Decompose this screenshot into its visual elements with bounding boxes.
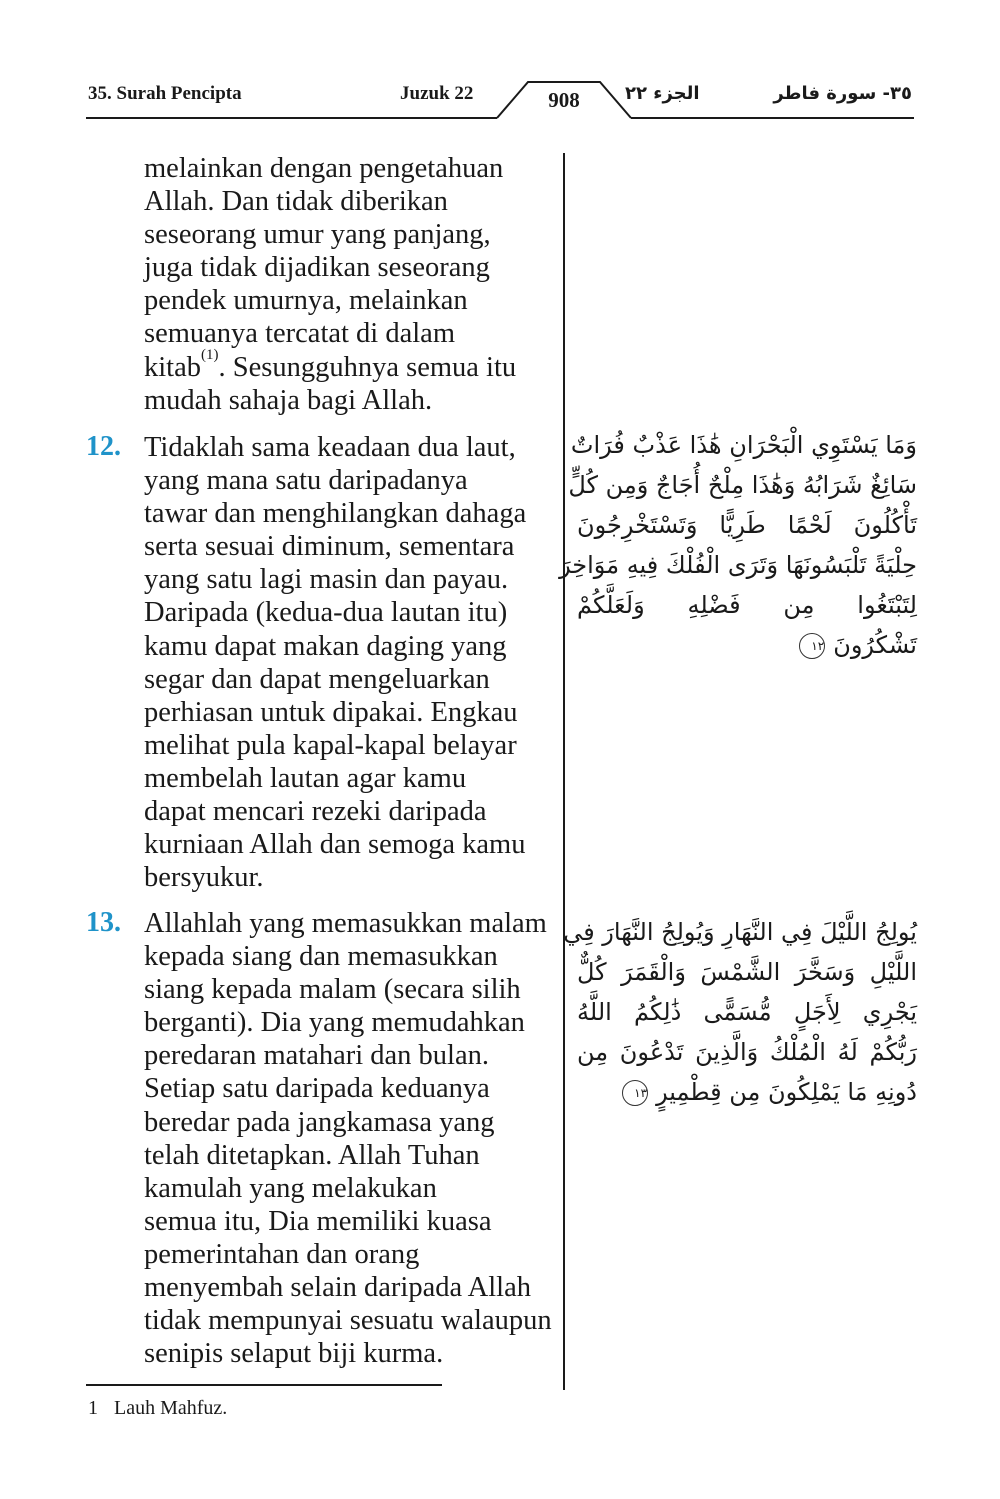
translation-line: bersyukur.: [144, 862, 264, 894]
translation-line: siang kepada malam (secara silih: [144, 974, 521, 1006]
arabic-line: رَبُّكُمْ لَهُ الْمُلْكُ وَالَّذِينَ تَدْعُونَ مِن: [577, 1038, 917, 1066]
translation-line: berganti). Dia yang memudahkan: [144, 1007, 525, 1039]
footnote-number: 1: [88, 1397, 98, 1419]
page-number: 908: [548, 88, 580, 112]
translation-line-with-footnote: [144, 346, 560, 384]
arabic-line: سَائِغٌ شَرَابُهُ وَهَٰذَا مِلْحٌ أُجَاجٌ وَمِن كُلٍّ: [568, 471, 917, 499]
translation-line: yang satu lagi masin dan payau.: [144, 564, 509, 596]
kitab-word: kitab: [144, 351, 201, 383]
footnote: [88, 1397, 227, 1420]
translation-line: semua itu, Dia memiliki kuasa: [144, 1205, 492, 1237]
translation-line: seseorang umur yang panjang,: [144, 219, 491, 251]
translation-line: Allah. Dan tidak diberikan: [144, 186, 448, 218]
translation-line: kamulah yang melakukan: [144, 1172, 437, 1204]
translation-line: kepada siang dan memasukkan: [144, 941, 498, 973]
translation-line: peredaran matahari dan bulan.: [144, 1040, 489, 1072]
header-surah-latin: 35. Surah Pencipta: [88, 83, 242, 104]
translation-line: tidak mempunyai sesuatu walaupun: [144, 1305, 552, 1337]
line-remainder: . Sesungguhnya semua itu: [218, 351, 517, 383]
footnote-reference: (1): [201, 346, 219, 363]
translation-line: menyembah selain daripada Allah: [144, 1272, 531, 1304]
arabic-line: حِلْيَةً تَلْبَسُونَهَا وَتَرَى الْفُلْكَ فِيهِ مَوَاخِرَ: [559, 551, 917, 579]
verse-number-12: 12.: [86, 431, 121, 462]
translation-line: yang mana satu daripadanya: [144, 465, 468, 497]
verse-number-13: 13.: [86, 907, 121, 938]
translation-line: membelah lautan agar kamu: [144, 762, 467, 794]
translation-line: kamu dapat makan daging yang: [144, 630, 507, 662]
translation-line: pendek umurnya, melainkan: [144, 285, 468, 317]
verse-13-translation: [144, 907, 560, 1370]
arabic-line: لِتَبْتَغُوا مِن فَضْلِهِ وَلَعَلَّكُمْ: [577, 591, 917, 619]
translation-line: semuanya tercatat di dalam: [144, 318, 455, 350]
translation-line: Tidaklah sama keadaan dua laut,: [144, 432, 516, 463]
translation-line: segar dan dapat mengeluarkan: [144, 663, 490, 695]
header-rule: [0, 0, 1000, 130]
arabic-line: [577, 1072, 917, 1112]
arabic-line: يَجْرِي لِأَجَلٍ مُّسَمًّى ذَٰلِكُمُ اللَّهُ: [577, 998, 917, 1026]
arabic-line-text: دُونِهِ مَا يَمْلِكُونَ مِن قِطْمِيرٍ: [656, 1078, 917, 1106]
footnote-text: Lauh Mahfuz.: [114, 1397, 228, 1419]
header-juz-latin: Juzuk 22: [400, 83, 474, 104]
footnote-divider: [86, 1384, 442, 1386]
arabic-line-text: تَشْكُرُونَ: [833, 631, 917, 659]
arabic-line: [577, 625, 917, 665]
verse-12-arabic: [559, 425, 917, 665]
translation-line: beredar pada jangkamasa yang: [144, 1106, 495, 1138]
arabic-line: يُولِجُ اللَّيْلَ فِي النَّهَارِ وَيُولِجُ النَّهَارَ فِي: [563, 918, 917, 946]
arabic-line: تَأْكُلُونَ لَحْمًا طَرِيًّا وَتَسْتَخْرِجُونَ: [577, 511, 917, 539]
translation-line: perhiasan untuk dipakai. Engkau: [144, 696, 518, 728]
header-surah-arabic: ٣٥- سورة فاطر: [773, 83, 912, 104]
translation-line: melihat pula kapal-kapal belayar: [144, 729, 517, 761]
translation-line: melainkan dengan pengetahuan: [144, 153, 504, 184]
column-divider: [563, 153, 565, 1390]
translation-line: Setiap satu daripada keduanya: [144, 1073, 490, 1105]
arabic-line: وَمَا يَسْتَوِي الْبَحْرَانِ هَٰذَا عَذْبٌ فُرَاتٌ: [570, 431, 917, 459]
ayah-end-marker-icon: ١٣: [622, 1080, 648, 1106]
ayah-end-marker-icon: ١٢: [799, 633, 825, 659]
verse-13-arabic: [563, 912, 917, 1112]
translation-line: tawar dan menghilangkan dahaga: [144, 498, 527, 530]
arabic-line: اللَّيْلِ وَسَخَّرَ الشَّمْسَ وَالْقَمَرَ كُلٌّ: [577, 958, 917, 986]
translation-line: juga tidak dijadikan seseorang: [144, 252, 490, 284]
header-juz-arabic: الجزء ٢٢: [625, 83, 700, 104]
translation-line: serta sesuai diminum, sementara: [144, 531, 515, 563]
translation-line: senipis selaput biji kurma.: [144, 1338, 444, 1370]
translation-line: mudah sahaja bagi Allah.: [144, 384, 433, 416]
translation-line: dapat mencari rezeki daripada: [144, 796, 487, 828]
translation-line: kurniaan Allah dan semoga kamu: [144, 829, 526, 861]
continued-translation: [144, 152, 560, 417]
translation-line: Allahlah yang memasukkan malam: [144, 908, 547, 939]
verse-12-translation: [144, 431, 560, 894]
translation-line: telah ditetapkan. Allah Tuhan: [144, 1139, 480, 1171]
translation-line: Daripada (kedua-dua lautan itu): [144, 597, 508, 629]
translation-line: pemerintahan dan orang: [144, 1238, 420, 1270]
